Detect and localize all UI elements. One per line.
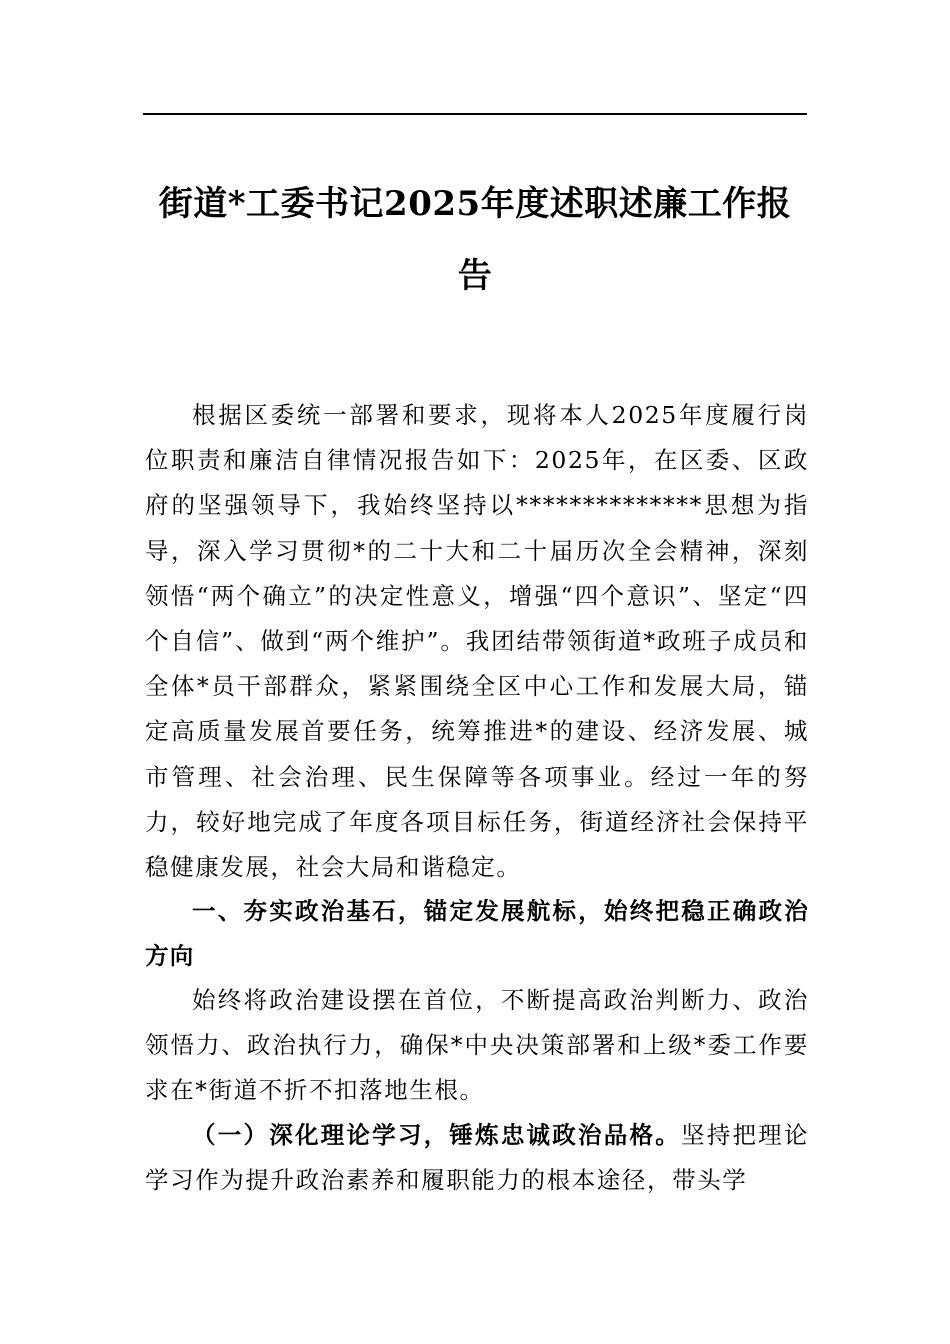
header-rule (143, 113, 807, 115)
section-one-heading: 一、夯实政治基石，锚定发展航标，始终把稳正确政治方向 (145, 897, 809, 971)
intro-paragraph: 根据区委统一部署和要求，现将本人2025年度履行岗位职责和廉洁自律情况报告如下：2025年，在区委、区政府的坚强领导下，我始终坚持以**************思想为指导，深入学习贯彻*的二十大和二十届历次全会精神，深刻领悟“两个确立”的决定性意义，增强“四个意识”、坚定“四个自信”、做到“两个维护”。我团结带领街道*政班子成员和全体*员干部群众，紧紧围绕全区中心工作和发展大局，锚定高质量发展首要任务，统筹推进*的建设、经济发展、城市管理、社会治理、民生保障等各项事业。经过一年的努力，较好地完成了年度各项目标任务，街道经济社会保持平稳健康发展，社会大局和谐稳定。 (145, 401, 809, 882)
subsection-one-paragraph (145, 1113, 809, 1203)
subsection-one-heading: （一）深化理论学习，锤炼忠诚政治品格。 (192, 1121, 681, 1149)
subsection-one-body: 坚持把理论学习作为提升政治素养和履职能力的根本途径，带头学 (145, 1121, 810, 1195)
section-one-paragraph: 始终将政治建设摆在首位，不断提高政治判断力、政治领悟力、政治执行力，确保*中央决策部署和上级*委工作要求在*街道不折不扣落地生根。 (145, 986, 809, 1105)
document-title: 街道*工委书记2025年度述职述廉工作报告 (158, 184, 792, 296)
